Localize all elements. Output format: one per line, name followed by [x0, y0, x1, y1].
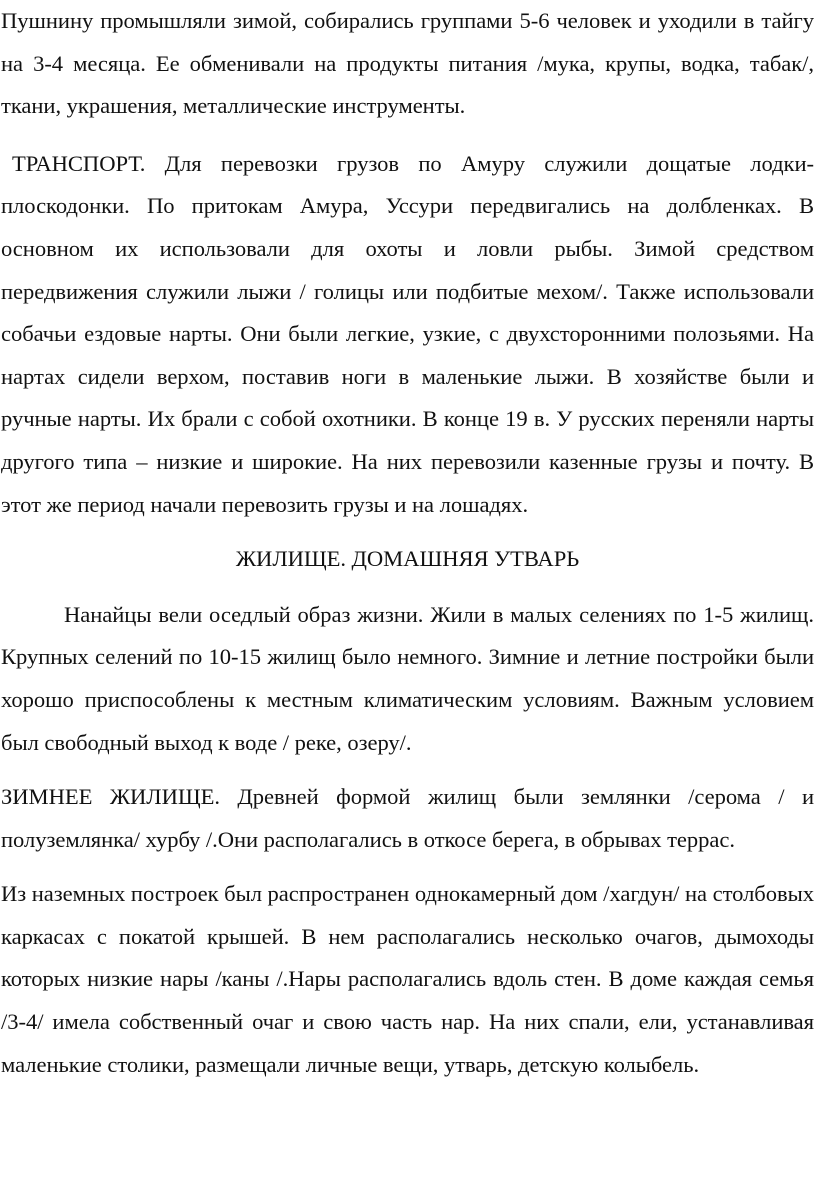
- paragraph-settlement: Нанайцы вели оседлый образ жизни. Жили в малых селениях по 1-5 жилищ. Крупных селений по 10-15 жилищ было немного. Зимние и летние постройки были хорошо приспособлены к местным климатическим условиям. Важным условием был свободный выход к воде / реке, озеру/.: [1, 601, 814, 755]
- paragraph-transport: ТРАНСПОРТ. Для перевозки грузов по Амуру служили дощатые лодки-плоскодонки. По притокам Амура, Уссури передвигались на долбленках. В основном их использовали для охоты и ловли рыбы. Зимой средством передвижения служили лыжи / голицы или подбитые мехом/. Также использовали собачьи ездовые нарты. Они были легкие, узкие, с двухсторонними полозьями. На нартах сидели верхом, поставив ноги в маленькие лыжи. В хозяйстве были и ручные нарты. Их брали с собой охотники. В конце 19 в. У русских переняли нарты другого типа – низкие и широкие. На них перевозили казенные грузы и почту. В этот же период начали перевозить грузы и на лошадях.: [1, 150, 814, 517]
- paragraph-house: Из наземных построек был распространен однокамерный дом /хагдун/ на столбовых каркасах с покатой крышей. В нем располагались несколько очагов, дымоходы которых низкие нары /каны /.Нары располагались вдоль стен. В доме каждая семья /3-4/ имела собственный очаг и свою часть нар. На них спали, ели, устанавливая маленькие столики, размещали личные вещи, утварь, детскую колыбель.: [1, 881, 814, 1077]
- section-heading-dwelling: ЖИЛИЩЕ. ДОМАШНЯЯ УТВАРЬ: [235, 546, 580, 572]
- paragraph-winter-dwelling: ЗИМНЕЕ ЖИЛИЩЕ. Древней формой жилищ были землянки /серома / и полуземлянка/ хурбу /.Они располагались в откосе берега, в обрывах террас.: [1, 784, 814, 852]
- paragraph-fur-trade: Пушнину промышляли зимой, собирались группами 5-6 человек и уходили в тайгу на 3-4 месяца. Ее обменивали на продукты питания /мука, крупы, водка, табак/, ткани, украшения, металлические инструменты.: [1, 8, 814, 119]
